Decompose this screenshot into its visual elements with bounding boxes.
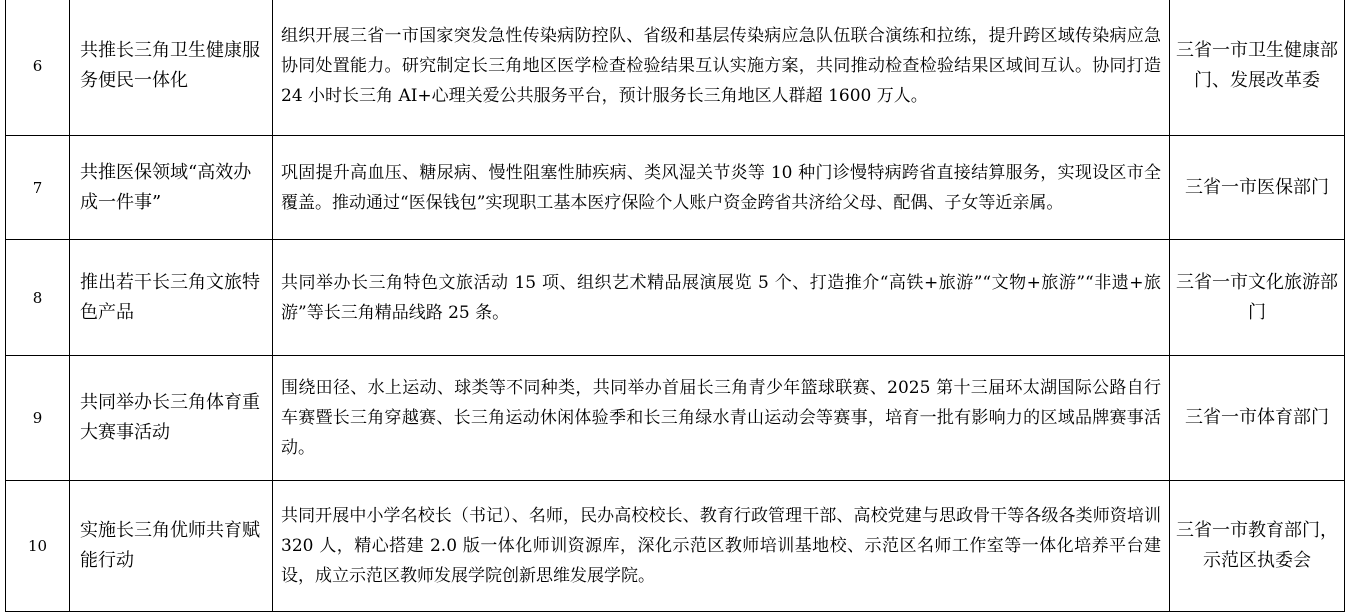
row-number: 6 xyxy=(6,0,70,136)
row-number: 9 xyxy=(6,356,70,481)
responsible-department: 三省一市卫生健康部门、发展改革委 xyxy=(1170,0,1345,136)
task-description: 围绕田径、水上运动、球类等不同种类，共同举办首届长三角青少年篮球联赛、2025 第十三届环太湖国际公路自行车赛暨长三角穿越赛、长三角运动休闲体验季和长三角绿水青山运动会等赛事，培育一批有影响力的区域品牌赛事活动。 xyxy=(273,356,1170,481)
row-number: 8 xyxy=(6,240,70,356)
table-row xyxy=(6,356,1345,481)
table-row xyxy=(6,240,1345,356)
task-description: 巩固提升高血压、糖尿病、慢性阻塞性肺疾病、类风湿关节炎等 10 种门诊慢特病跨省直接结算服务，实现设区市全覆盖。推动通过“医保钱包”实现职工基本医疗保险个人账户资金跨省共济给父母、配偶、子女等近亲属。 xyxy=(273,136,1170,240)
responsible-department: 三省一市体育部门 xyxy=(1170,356,1345,481)
task-description: 组织开展三省一市国家突发急性传染病防控队、省级和基层传染病应急队伍联合演练和拉练，提升跨区域传染病应急协同处置能力。研究制定长三角地区医学检查检验结果互认实施方案，共同推动检查检验结果区域间互认。协同打造 24 小时长三角 AI+心理关爱公共服务平台，预计服务长三角地区人群超 1600 万人。 xyxy=(273,0,1170,136)
responsible-department: 三省一市医保部门 xyxy=(1170,136,1345,240)
task-name: 共推医保领域“高效办成一件事” xyxy=(70,136,273,240)
row-number: 7 xyxy=(6,136,70,240)
table-row xyxy=(6,481,1345,612)
table-row xyxy=(6,136,1345,240)
task-name: 实施长三角优师共育赋能行动 xyxy=(70,481,273,612)
responsible-department: 三省一市教育部门，示范区执委会 xyxy=(1170,481,1345,612)
row-number: 10 xyxy=(6,481,70,612)
task-name: 共推长三角卫生健康服务便民一体化 xyxy=(70,0,273,136)
task-description: 共同开展中小学名校长（书记）、名师，民办高校校长、教育行政管理干部、高校党建与思政骨干等各级各类师资培训 320 人，精心搭建 2.0 版一体化师训资源库，深化示范区教师培训基地校、示范区名师工作室等一体化培养平台建设，成立示范区教师发展学院创新思维发展学院。 xyxy=(273,481,1170,612)
task-description: 共同举办长三角特色文旅活动 15 项、组织艺术精品展演展览 5 个、打造推介“高铁+旅游”“文物+旅游”“非遗+旅游”等长三角精品线路 25 条。 xyxy=(273,240,1170,356)
task-name: 共同举办长三角体育重大赛事活动 xyxy=(70,356,273,481)
task-table xyxy=(5,0,1345,612)
table-row xyxy=(6,0,1345,136)
task-name: 推出若干长三角文旅特色产品 xyxy=(70,240,273,356)
responsible-department: 三省一市文化旅游部门 xyxy=(1170,240,1345,356)
